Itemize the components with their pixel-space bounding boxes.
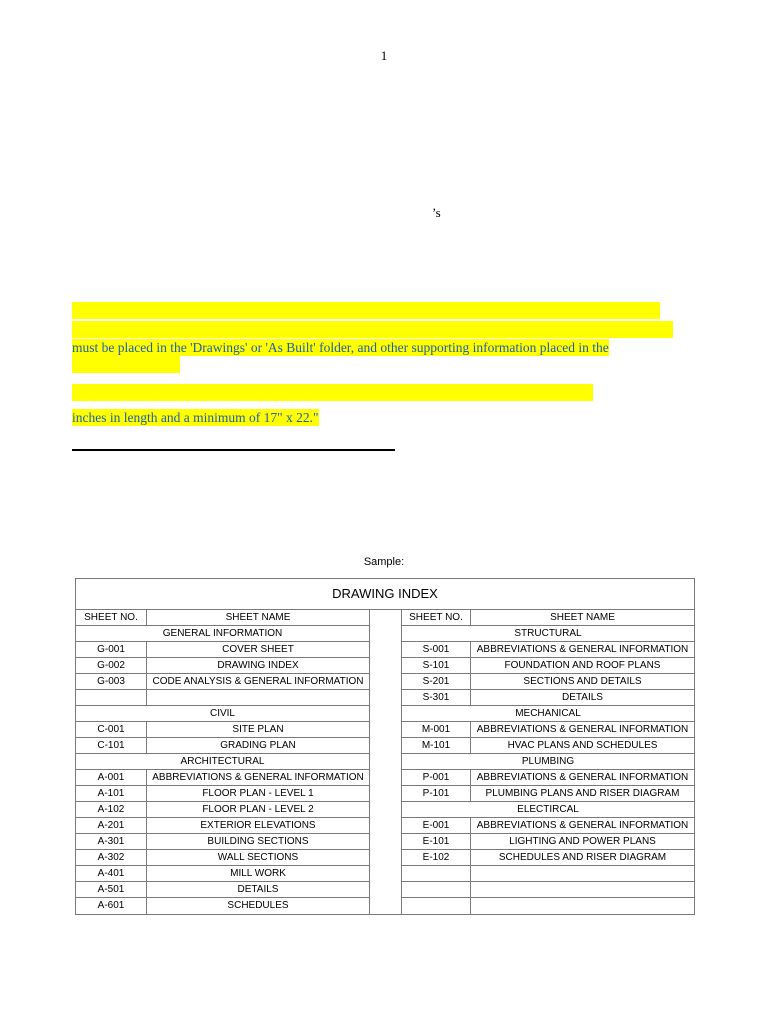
sheet-name — [147, 690, 369, 705]
section-title: GENERAL INFORMATION — [162, 628, 283, 639]
left-column — [76, 610, 369, 914]
sheet-row — [76, 658, 369, 674]
sheet-name: GRADING PLAN — [220, 740, 296, 751]
sheet-number: A-201 — [76, 818, 147, 833]
sheet-number: S-201 — [402, 674, 471, 689]
highlighted-line-1: must be placed in the 'Drawings' or 'As Built' folder, and other supporting information placed in the — [72, 340, 609, 355]
sheet-row — [76, 738, 369, 754]
sheet-number: C-001 — [76, 722, 147, 737]
sheet-row — [402, 738, 694, 754]
sheet-row — [76, 642, 369, 658]
sheet-row — [402, 834, 694, 850]
sheet-number — [402, 898, 471, 914]
right-header-row — [402, 610, 694, 626]
sheet-row — [76, 898, 369, 914]
sheet-number: A-101 — [76, 786, 147, 801]
right-column — [402, 610, 694, 914]
sheet-number: S-301 — [402, 690, 471, 705]
sample-label: Sample: — [363, 556, 405, 568]
sheet-row — [402, 690, 694, 706]
sheet-row — [402, 770, 694, 786]
sheet-name: FLOOR PLAN - LEVEL 1 — [202, 788, 314, 799]
sheet-row — [76, 802, 369, 818]
sheet-number: A-102 — [76, 802, 147, 817]
section-row — [76, 754, 369, 770]
highlight-bar-2 — [72, 321, 673, 338]
highlight-bar-3 — [72, 356, 180, 373]
sheet-name: COVER SHEET — [222, 644, 294, 655]
sheet-name — [471, 866, 694, 881]
sheet-row — [76, 770, 369, 786]
sheet-row — [402, 882, 694, 898]
sheet-number: A-302 — [76, 850, 147, 865]
sheet-name: MILL WORK — [230, 868, 286, 879]
left-header-row — [76, 610, 369, 626]
sheet-name: ABBREVIATIONS & GENERAL INFORMATION — [476, 772, 689, 783]
header-sheet-name: SHEET NAME — [550, 612, 615, 623]
header-sheet-no: SHEET NO. — [76, 610, 147, 625]
section-row — [402, 802, 694, 818]
sheet-row — [76, 674, 369, 690]
sheet-row — [402, 850, 694, 866]
sheet-number: G-002 — [76, 658, 147, 673]
sheet-name: LIGHTING AND POWER PLANS — [509, 836, 656, 847]
sheet-number: A-301 — [76, 834, 147, 849]
sheet-name: SITE PLAN — [232, 724, 284, 735]
sheet-number: G-003 — [76, 674, 147, 689]
sheet-name: ABBREVIATIONS & GENERAL INFORMATION — [476, 820, 689, 831]
section-title: PLUMBING — [521, 756, 575, 767]
sheet-name — [471, 898, 694, 914]
sheet-row — [76, 882, 369, 898]
sheet-row — [76, 722, 369, 738]
sheet-number: A-401 — [76, 866, 147, 881]
sheet-number: G-001 — [76, 642, 147, 657]
sheet-number: E-102 — [402, 850, 471, 865]
possessive-fragment: ’s — [432, 205, 441, 220]
sheet-number: A-001 — [76, 770, 147, 785]
sheet-name: DETAILS — [237, 884, 279, 895]
sheet-name: SECTIONS AND DETAILS — [523, 676, 642, 687]
sheet-number — [402, 866, 471, 881]
sheet-name: DETAILS — [562, 692, 603, 703]
sheet-name: DRAWING INDEX — [217, 660, 299, 671]
sheet-row — [402, 674, 694, 690]
sheet-number: A-501 — [76, 882, 147, 897]
section-title: ARCHITECTURAL — [180, 756, 265, 767]
highlight-bar-4 — [72, 384, 593, 401]
sheet-row — [76, 786, 369, 802]
section-title: CIVIL — [209, 708, 235, 719]
section-row — [76, 706, 369, 722]
drawing-index-title: DRAWING INDEX — [76, 579, 694, 610]
section-title: MECHANICAL — [515, 708, 581, 719]
sheet-name: FOUNDATION AND ROOF PLANS — [504, 660, 661, 671]
section-row — [76, 626, 369, 642]
sheet-row — [402, 658, 694, 674]
sheet-name: HVAC PLANS AND SCHEDULES — [507, 740, 658, 751]
sheet-row — [76, 818, 369, 834]
column-gap — [369, 610, 402, 914]
sheet-number: E-101 — [402, 834, 471, 849]
drawing-index-body — [76, 610, 694, 914]
sheet-number: P-101 — [402, 786, 471, 801]
header-sheet-no: SHEET NO. — [402, 610, 471, 625]
sheet-number: M-101 — [402, 738, 471, 753]
header-sheet-name: SHEET NAME — [225, 612, 291, 623]
sheet-name: ABBREVIATIONS & GENERAL INFORMATION — [152, 772, 364, 783]
drawing-index-table — [75, 578, 695, 915]
sheet-row — [76, 850, 369, 866]
sheet-number: P-001 — [402, 770, 471, 785]
sheet-row — [76, 834, 369, 850]
highlight-bar-1 — [72, 302, 660, 319]
section-title: ELECTIRCAL — [517, 804, 579, 815]
sheet-name: PLUMBING PLANS AND RISER DIAGRAM — [485, 788, 680, 799]
sheet-number: M-001 — [402, 722, 471, 737]
sheet-name: SCHEDULES — [227, 900, 289, 911]
sheet-number: C-101 — [76, 738, 147, 753]
sheet-row — [76, 690, 369, 706]
sheet-number: S-101 — [402, 658, 471, 673]
sheet-row — [402, 722, 694, 738]
sheet-row — [76, 866, 369, 882]
sheet-name: EXTERIOR ELEVATIONS — [200, 820, 316, 831]
sheet-name: FLOOR PLAN - LEVEL 2 — [202, 804, 314, 815]
sheet-name: CODE ANALYSIS & GENERAL INFORMATION — [152, 676, 364, 687]
sheet-row — [402, 898, 694, 914]
sheet-name: ABBREVIATIONS & GENERAL INFORMATION — [476, 644, 689, 655]
sheet-name: SCHEDULES AND RISER DIAGRAM — [498, 852, 667, 863]
sheet-name — [471, 882, 694, 897]
sheet-row — [402, 818, 694, 834]
sheet-number — [402, 882, 471, 897]
sheet-number — [76, 690, 147, 705]
sheet-row — [402, 786, 694, 802]
section-row — [402, 706, 694, 722]
sheet-number: S-001 — [402, 642, 471, 657]
sheet-row — [402, 866, 694, 882]
sheet-number: A-601 — [76, 898, 147, 914]
page-number: 1 — [380, 48, 388, 63]
section-title: STRUCTURAL — [514, 628, 582, 639]
highlighted-line-2: inches in length and a minimum of 17" x 22." — [72, 410, 319, 425]
sheet-name: ABBREVIATIONS & GENERAL INFORMATION — [476, 724, 689, 735]
horizontal-rule — [72, 449, 395, 451]
sheet-number: E-001 — [402, 818, 471, 833]
section-row — [402, 626, 694, 642]
sheet-name: WALL SECTIONS — [217, 852, 299, 863]
sheet-row — [402, 642, 694, 658]
section-row — [402, 754, 694, 770]
sheet-name: BUILDING SECTIONS — [207, 836, 309, 847]
